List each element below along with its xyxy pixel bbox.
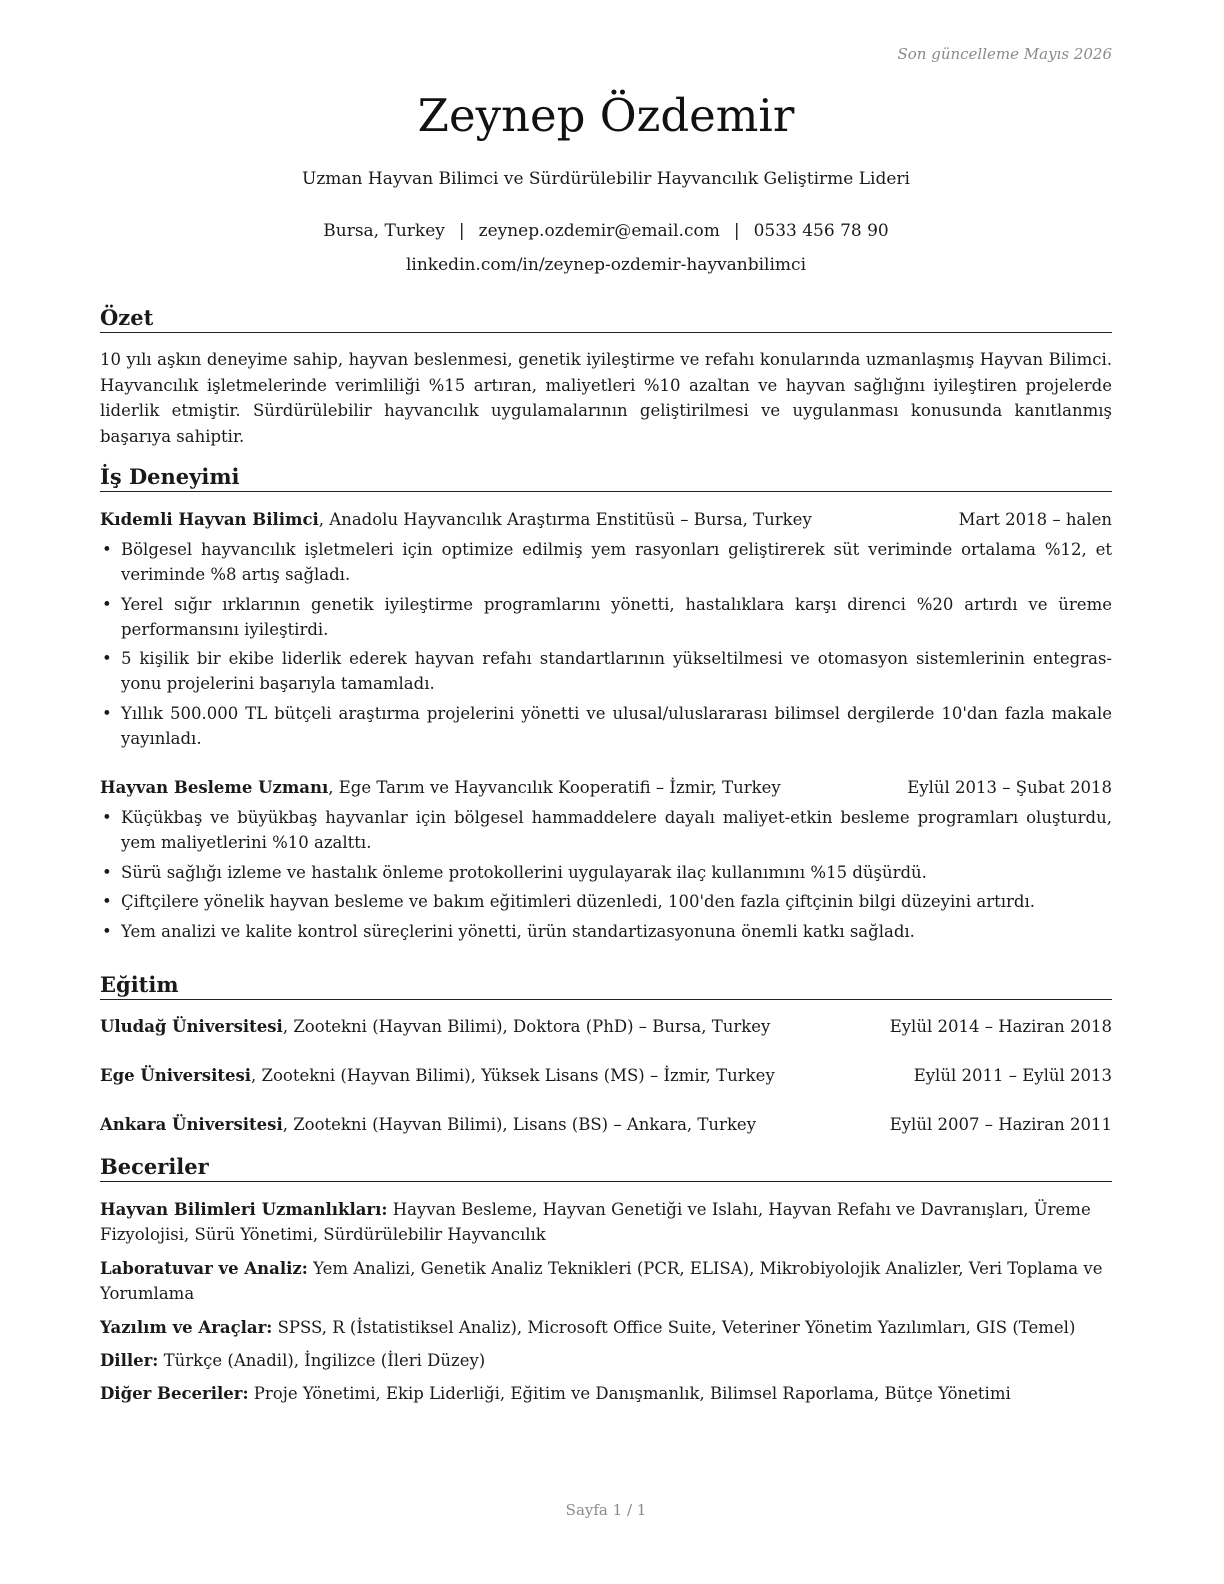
contact-line	[100, 219, 1112, 243]
bullet-icon: •	[102, 808, 112, 827]
bullet-icon: •	[102, 594, 112, 614]
last-updated: Son güncelleme Mayıs 2026	[897, 45, 1112, 63]
list-item: • Yerel sığır ırklarının genetik iyileştirme programlarını yönetti, hastalıklara karşı direnci %20 artırdı ve üreme performansını iyileştirdi.	[100, 592, 1112, 642]
job-header	[100, 508, 1112, 532]
job-role: Kıdemli Hayvan Bilimci	[100, 510, 319, 529]
bullet-icon: •	[102, 862, 112, 882]
job-organization: , Ege Tarım ve Hayvancılık Kooperatifi – İzmir, Turkey	[328, 778, 781, 797]
section-title-skills: Beceriler	[100, 1153, 1112, 1182]
skill-label: Hayvan Bilimleri Uzmanlıkları:	[100, 1200, 388, 1219]
job-date: Eylül 2013 – Şubat 2018	[907, 778, 1112, 797]
skill-row	[100, 1348, 1112, 1373]
skill-value: Türkçe (Anadil), İngilizce (İleri Düzey)	[158, 1351, 486, 1370]
location: Bursa, Turkey	[323, 221, 445, 241]
job-bullets	[100, 805, 1112, 948]
degree-detail: , Zootekni (Hayvan Bilimi), Yüksek Lisans (MS) – İzmir, Turkey	[251, 1066, 775, 1085]
separator: |	[733, 221, 740, 241]
education-date: Eylül 2011 – Eylül 2013	[913, 1066, 1112, 1085]
bullet-icon: •	[102, 921, 112, 941]
bullet-icon: •	[102, 540, 112, 559]
job-bullets	[100, 537, 1112, 755]
bullet-icon: •	[102, 649, 112, 668]
list-item: • Bölgesel hayvancılık işletmeleri için optimize edilmiş yem rasyonları geliştirerek süt veriminde ortalama %12, et veriminde %8 artış sağladı.	[100, 537, 1112, 587]
school-name: Ege Üniversitesi	[100, 1066, 252, 1085]
phone: 0533 456 78 90	[753, 221, 889, 241]
skill-label: Diğer Beceriler:	[100, 1384, 249, 1403]
list-item: • Sürü sağlığı izleme ve hastalık önleme protokollerini uygulayarak ilaç kullanımını %15 düşürdü.	[100, 860, 1112, 885]
job-role: Hayvan Besleme Uzmanı	[100, 778, 329, 797]
list-item: • Küçükbaş ve büyükbaş hayvanlar için bölgesel hammaddelere dayalı maliyet-etkin besleme programları oluşturdu, yem maliyetlerini %10 azalttı.	[100, 805, 1112, 855]
skill-row	[100, 1381, 1112, 1406]
resume-page	[100, 0, 1112, 1584]
summary-text: 10 yılı aşkın deneyime sahip, hayvan beslenmesi, genetik iyileştirme ve refahı konularında uzmanlaşmış Hayvan Bilimci. Hayvancılık işletmelerinde verimliliği %15 artıran, maliyetleri %10 azaltan ve hayvan sağlığını iyileştiren projelerde liderlik etmiştir. Sürdürülebilir hayvancılık uygulamalarının geliştirilmesi ve uygulanması konusunda kanıtlanmış başarıya sahiptir.	[100, 350, 1112, 446]
section-title-education: Eğitim	[100, 971, 1112, 1000]
skill-row	[100, 1197, 1112, 1247]
candidate-name: Zeynep Özdemir	[417, 89, 795, 142]
separator: |	[458, 221, 465, 241]
page-number: Sayfa 1 / 1	[565, 1501, 647, 1519]
skill-value: Yem Analizi, Genetik Analiz Teknikleri (PCR, ELISA), Mikrobiyolojik Analizler, Veri Toplama ve Yorumlama	[100, 1259, 1103, 1303]
skill-value: Hayvan Besleme, Hayvan Genetiği ve Islahı, Hayvan Refahı ve Davranışları, Üreme Fizyolojisi, Sürü Yönetimi, Sürdürülebilir Hayvancılık	[100, 1200, 1091, 1244]
skill-row	[100, 1315, 1112, 1340]
skill-label: Laboratuvar ve Analiz:	[100, 1259, 308, 1278]
linkedin-link[interactable]: linkedin.com/in/zeynep-ozdemir-hayvanbilimci	[405, 255, 807, 275]
education-date: Eylül 2007 – Haziran 2011	[889, 1115, 1112, 1134]
bullet-icon: •	[102, 892, 112, 911]
degree-detail: , Zootekni (Hayvan Bilimi), Lisans (BS) – Ankara, Turkey	[282, 1115, 757, 1134]
job-organization: , Anadolu Hayvancılık Araştırma Enstitüsü – Bursa, Turkey	[318, 510, 812, 529]
skill-value: Proje Yönetimi, Ekip Liderliği, Eğitim ve Danışmanlık, Bilimsel Raporlama, Bütçe Yönetimi	[248, 1384, 1011, 1403]
candidate-title: Uzman Hayvan Bilimci ve Sürdürülebilir Hayvancılık Geliştirme Lideri	[302, 169, 910, 189]
skill-label: Diller:	[100, 1351, 159, 1370]
list-item: • 5 kişilik bir ekibe liderlik ederek hayvan refahı standartlarının yükseltilmesi ve otomasyon sistemlerinin entegrasyonu projelerini başarıyla tamamladı.	[100, 646, 1112, 696]
job-header	[100, 776, 1112, 800]
education-item	[100, 1064, 1112, 1088]
job-date: Mart 2018 – halen	[958, 510, 1112, 529]
education-item	[100, 1113, 1112, 1137]
list-item: • Yem analizi ve kalite kontrol süreçlerini yönetti, ürün standartizasyonuna önemli katkı sağladı.	[100, 919, 1112, 944]
school-name: Ankara Üniversitesi	[100, 1115, 283, 1134]
education-item	[100, 1015, 1112, 1039]
email-link[interactable]: zeynep.ozdemir@email.com	[478, 221, 720, 241]
section-title-summary: Özet	[100, 304, 1112, 333]
skill-label: Yazılım ve Araçlar:	[100, 1318, 273, 1337]
skill-value: SPSS, R (İstatistiksel Analiz), Microsoft Office Suite, Veteriner Yönetim Yazılımları, GIS (Temel)	[272, 1318, 1076, 1337]
section-title-experience: İş Deneyimi	[100, 463, 1112, 492]
education-date: Eylül 2014 – Haziran 2018	[889, 1017, 1112, 1036]
list-item: • Yıllık 500.000 TL bütçeli araştırma projelerini yönetti ve ulusal/uluslararası bilimsel dergilerde 10'dan fazla makale yayınladı.	[100, 701, 1112, 751]
school-name: Uludağ Üniversitesi	[100, 1017, 283, 1036]
bullet-icon: •	[102, 703, 112, 723]
list-item: • Çiftçilere yönelik hayvan besleme ve bakım eğitimleri düzenledi, 100'den fazla çiftçinin bilgi düzeyini artırdı.	[100, 889, 1112, 914]
degree-detail: , Zootekni (Hayvan Bilimi), Doktora (PhD) – Bursa, Turkey	[282, 1017, 771, 1036]
skill-row	[100, 1256, 1112, 1306]
